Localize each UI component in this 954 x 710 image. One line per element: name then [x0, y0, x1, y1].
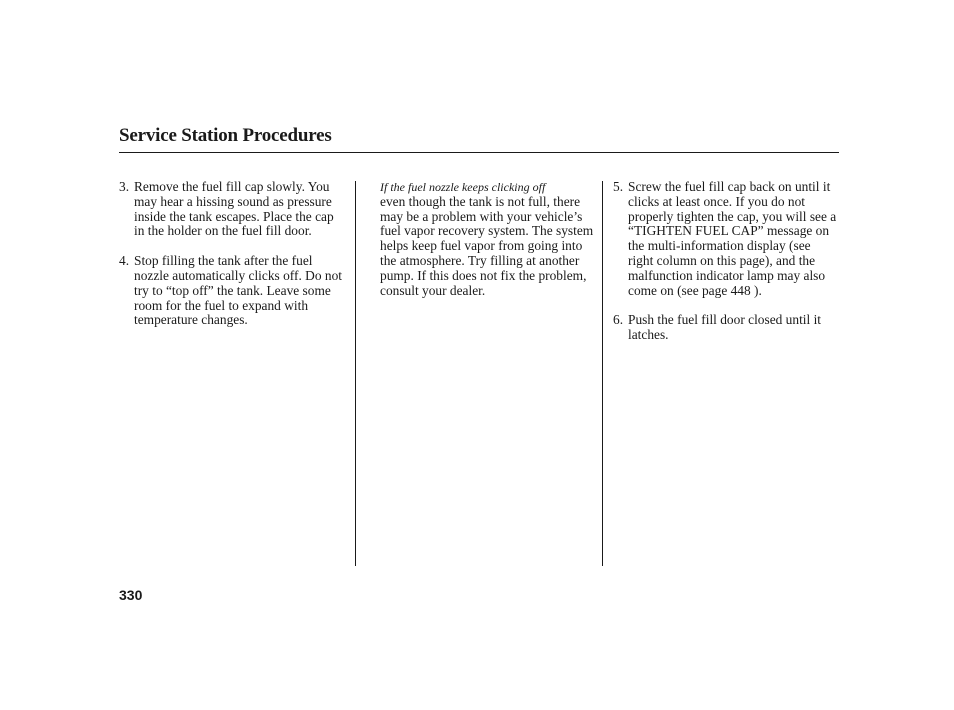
- step-6: [613, 313, 839, 343]
- page-number: 330: [119, 587, 143, 603]
- step-number: 4.: [119, 253, 130, 269]
- note-body: even though the tank is not full, there may be a problem with your vehicle’s fuel vapor recovery system. The system helps keep fuel vapor from going into the atmosphere. Try filling at another pump. If this does not fix the problem, consult your dealer.: [380, 193, 594, 298]
- step-text: Push the fuel fill door closed until it latches.: [628, 312, 822, 343]
- column-divider-left: [355, 181, 356, 566]
- title-rule: [119, 152, 839, 153]
- left-column: [119, 180, 347, 343]
- step-3: [119, 180, 347, 239]
- step-number: 3.: [119, 179, 130, 194]
- step-5: [613, 180, 839, 298]
- middle-column: [380, 180, 594, 298]
- note-heading: If the fuel nozzle keeps clicking off: [380, 180, 546, 194]
- right-column: [613, 180, 839, 358]
- page-title: Service Station Procedures: [119, 125, 332, 146]
- step-4: [119, 254, 347, 328]
- step-text: Remove the fuel fill cap slowly. You may hear a hissing sound as pressure inside the tank escapes. Place the cap in the holder on the fuel fill door.: [134, 179, 334, 239]
- step-text: Stop filling the tank after the fuel nozzle automatically clicks off. Do not try to “top off” the tank. Leave some room for the fuel to expand with temperature changes.: [134, 253, 342, 328]
- step-number: 5.: [613, 179, 624, 194]
- step-text: Screw the fuel fill cap back on until it clicks at least once. If you do not properly tighten the cap, you will see a “TIGHTEN FUEL CAP” message on the multi-information display (see right column on this page), and the malfunction indicator lamp may also come on (see page 448 ).: [628, 179, 837, 298]
- step-number: 6.: [613, 312, 624, 328]
- column-divider-right: [602, 181, 603, 566]
